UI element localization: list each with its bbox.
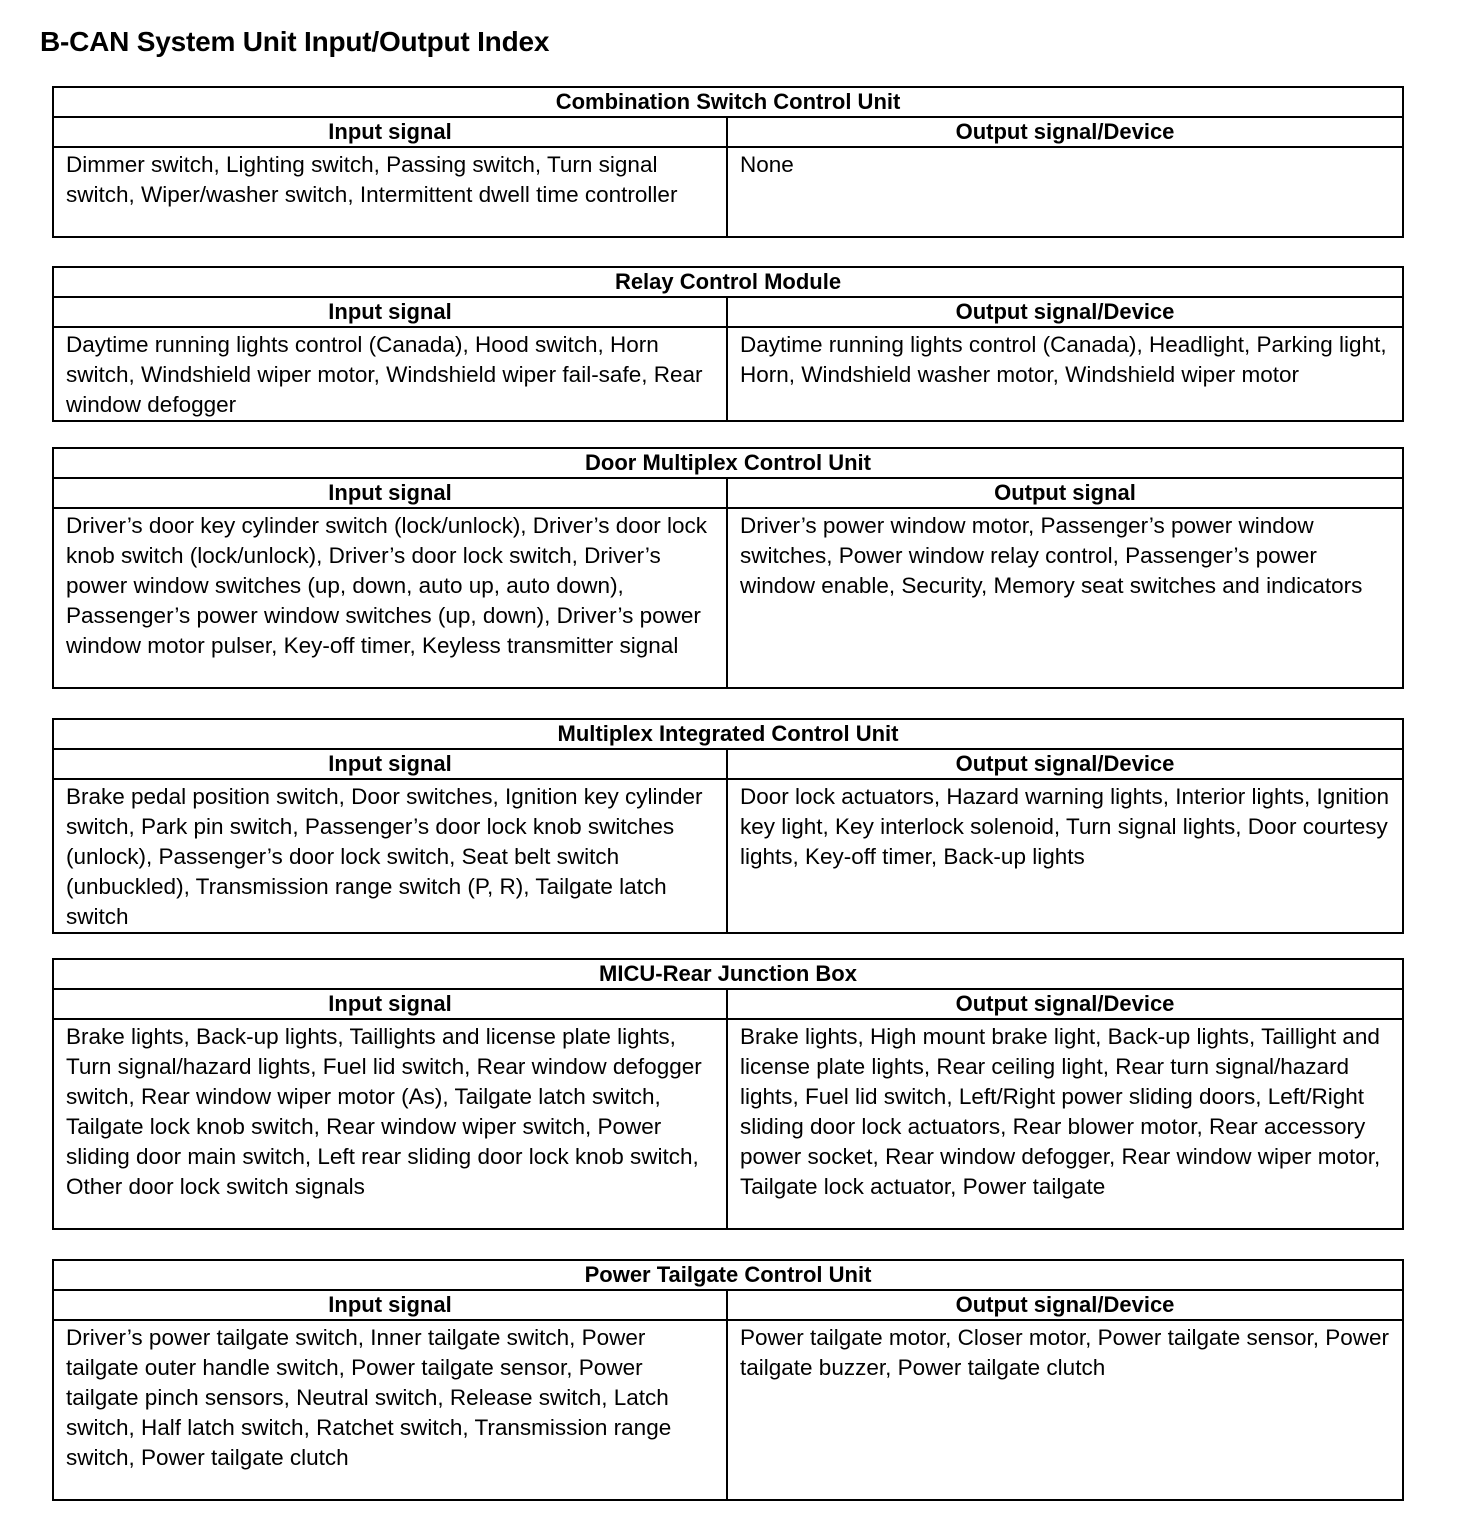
input-signal-header: Input signal [53,117,727,147]
output-signal-list: None [727,147,1403,237]
unit-title: Multiplex Integrated Control Unit [53,719,1403,749]
unit-title: Door Multiplex Control Unit [53,448,1403,478]
output-signal-list: Daytime running lights control (Canada), Headlight, Parking light, Horn, Windshield washer motor, Windshield wiper motor [727,327,1403,421]
unit-table-relay-control-module [52,266,1404,422]
input-signal-header: Input signal [53,749,727,779]
output-signal-header: Output signal [727,478,1403,508]
output-signal-list: Power tailgate motor, Closer motor, Power tailgate sensor, Power tailgate buzzer, Power tailgate clutch [727,1320,1403,1500]
output-signal-list: Brake lights, High mount brake light, Back-up lights, Taillight and license plate lights, Rear ceiling light, Rear turn signal/hazard lights, Fuel lid switch, Left/Right power sliding doors, Left/Right sliding door lock actuators, Rear blower motor, Rear accessory power socket, Rear window defogger, Rear window wiper motor, Tailgate lock actuator, Power tailgate [727,1019,1403,1229]
input-signal-header: Input signal [53,989,727,1019]
output-signal-list: Driver’s power window motor, Passenger’s power window switches, Power window relay control, Passenger’s power window enable, Security, Memory seat switches and indicators [727,508,1403,688]
unit-table-combination-switch [52,86,1404,238]
output-signal-header: Output signal/Device [727,989,1403,1019]
unit-title: Relay Control Module [53,267,1403,297]
input-signal-list: Brake pedal position switch, Door switches, Ignition key cylinder switch, Park pin switch, Passenger’s door lock knob switches (unlock), Passenger’s door lock switch, Seat belt switch (unbuckled), Transmission range switch (P, R), Tailgate latch switch [53,779,727,933]
page-title: B-CAN System Unit Input/Output Index [40,26,550,57]
output-signal-header: Output signal/Device [727,117,1403,147]
input-signal-list: Driver’s power tailgate switch, Inner tailgate switch, Power tailgate outer handle switch, Power tailgate sensor, Power tailgate pinch sensors, Neutral switch, Release switch, Latch switch, Half latch switch, Ratchet switch, Transmission range switch, Power tailgate clutch [53,1320,727,1500]
unit-title: MICU-Rear Junction Box [53,959,1403,989]
unit-table-micu-rear-junction-box [52,958,1404,1230]
input-signal-header: Input signal [53,478,727,508]
output-signal-header: Output signal/Device [727,1290,1403,1320]
input-signal-header: Input signal [53,1290,727,1320]
output-signal-header: Output signal/Device [727,297,1403,327]
unit-title: Combination Switch Control Unit [53,87,1403,117]
input-signal-list: Dimmer switch, Lighting switch, Passing switch, Turn signal switch, Wiper/washer switch, Intermittent dwell time controller [53,147,727,237]
output-signal-header: Output signal/Device [727,749,1403,779]
input-signal-list: Brake lights, Back-up lights, Taillights and license plate lights, Turn signal/hazard lights, Fuel lid switch, Rear window defogger switch, Rear window wiper motor (As), Tailgate latch switch, Tailgate lock knob switch, Rear window wiper switch, Power sliding door main switch, Left rear sliding door lock knob switch, Other door lock switch signals [53,1019,727,1229]
output-signal-list: Door lock actuators, Hazard warning lights, Interior lights, Ignition key light, Key interlock solenoid, Turn signal lights, Door courtesy lights, Key-off timer, Back-up lights [727,779,1403,933]
unit-table-power-tailgate [52,1259,1404,1501]
unit-table-door-multiplex [52,447,1404,689]
unit-title: Power Tailgate Control Unit [53,1260,1403,1290]
input-signal-list: Driver’s door key cylinder switch (lock/unlock), Driver’s door lock knob switch (lock/unlock), Driver’s door lock switch, Driver’s power window switches (up, down, auto up, auto down), Passenger’s power window switches (up, down), Driver’s power window motor pulser, Key-off timer, Keyless transmitter signal [53,508,727,688]
unit-table-multiplex-integrated [52,718,1404,934]
input-signal-header: Input signal [53,297,727,327]
input-signal-list: Daytime running lights control (Canada), Hood switch, Horn switch, Windshield wiper motor, Windshield wiper fail-safe, Rear window defogger [53,327,727,421]
